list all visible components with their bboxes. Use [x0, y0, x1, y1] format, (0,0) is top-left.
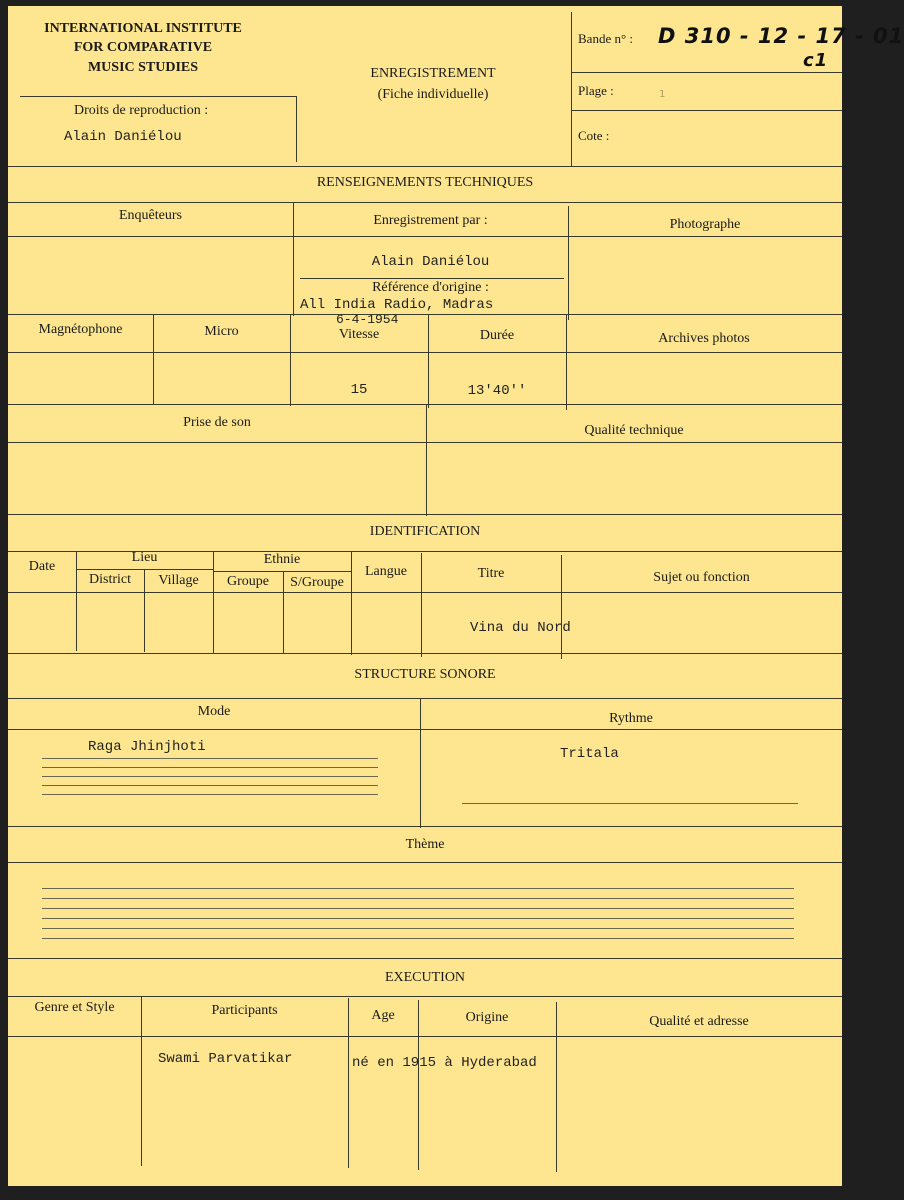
rule: [213, 571, 351, 572]
rule: [8, 514, 842, 515]
vitesse-value: 15: [350, 382, 368, 398]
rule: [568, 206, 569, 320]
lieu-label: Lieu: [131, 550, 158, 565]
rule: [42, 888, 794, 889]
rule: [426, 404, 427, 516]
rule: [8, 166, 842, 167]
rule: [300, 278, 564, 279]
mode-value: Raga Jhinjhoti: [88, 739, 206, 755]
card-title: ENREGISTREMENT: [370, 66, 496, 81]
rythme-value: Tritala: [560, 746, 619, 762]
rule: [348, 998, 349, 1168]
sujet-label: Sujet ou fonction: [653, 570, 750, 585]
participant-value: Swami Parvatikar: [158, 1051, 293, 1067]
card-subtitle: (Fiche individuelle): [377, 87, 489, 102]
cote-label: Cote :: [578, 128, 610, 143]
rule: [8, 314, 842, 315]
rule: [8, 404, 842, 405]
plage-value: 1: [659, 89, 666, 100]
sous-groupe-label: S/Groupe: [290, 575, 344, 590]
rule: [8, 862, 842, 863]
rule: [20, 96, 296, 97]
rule: [556, 1002, 557, 1172]
ethnie-label: Ethnie: [263, 552, 301, 567]
age-label: Age: [371, 1008, 395, 1023]
rule: [283, 571, 284, 654]
droits-label: Droits de reproduction :: [74, 103, 209, 118]
rule: [8, 442, 842, 443]
rule: [8, 996, 842, 997]
enqueteurs-label: Enquêteurs: [119, 208, 182, 223]
rule: [42, 776, 378, 777]
qualite-adresse-label: Qualité et adresse: [649, 1014, 749, 1029]
rule: [571, 12, 572, 166]
bande-suffix: c1: [803, 50, 829, 71]
rule: [421, 553, 422, 657]
micro-label: Micro: [204, 324, 239, 339]
rule: [213, 551, 214, 653]
rule: [571, 72, 842, 73]
reference-label: Référence d'origine :: [372, 280, 489, 295]
rule: [42, 785, 378, 786]
bande-value: D 310 - 12 - 17 - 01: [658, 24, 904, 48]
rule: [42, 898, 794, 899]
enregistrement-value: Alain Daniélou: [371, 254, 490, 270]
rule: [571, 110, 842, 111]
titre-label: Titre: [477, 566, 505, 581]
rule: [8, 958, 842, 959]
rythme-label: Rythme: [609, 711, 653, 726]
duree-label: Durée: [479, 328, 515, 343]
rule: [351, 551, 352, 655]
rule: [8, 202, 842, 203]
rule: [420, 698, 421, 828]
bande-label: Bande n° :: [578, 31, 634, 46]
theme-label: Thème: [405, 837, 445, 852]
rule: [42, 767, 378, 768]
rule: [561, 555, 562, 659]
rule: [42, 908, 794, 909]
rule: [141, 996, 142, 1166]
plage-label: Plage :: [578, 83, 614, 98]
mode-label: Mode: [197, 704, 231, 719]
langue-label: Langue: [365, 564, 407, 579]
droits-value: Alain Daniélou: [64, 129, 182, 145]
rule: [8, 729, 842, 730]
rule: [8, 1036, 842, 1037]
archives-label: Archives photos: [658, 331, 750, 346]
rule: [8, 592, 842, 593]
reference-value: All India Radio, Madras: [300, 297, 494, 313]
rule: [8, 698, 842, 699]
rule: [462, 803, 798, 804]
origine-label: Origine: [465, 1010, 509, 1025]
rule: [418, 1000, 419, 1170]
rule: [42, 918, 794, 919]
index-card: [8, 6, 904, 1186]
rule: [8, 352, 842, 353]
genre-label: Genre et Style: [34, 1000, 115, 1015]
photographe-label: Photographe: [669, 217, 741, 232]
vitesse-label: Vitesse: [338, 327, 380, 342]
origine-value: né en 1915 à Hyderabad: [352, 1055, 537, 1071]
magnetophone-label: Magnétophone: [38, 322, 123, 337]
section-technique: RENSEIGNEMENTS TECHNIQUES: [316, 175, 534, 190]
rule: [144, 569, 145, 652]
reference-date: 6-4-1954: [336, 312, 399, 327]
rule: [153, 314, 154, 404]
enregistrement-label: Enregistrement par :: [373, 213, 488, 228]
duree-value: 13'40'': [467, 383, 527, 399]
rule: [8, 653, 842, 654]
rule: [42, 928, 794, 929]
section-execution: EXECUTION: [384, 970, 466, 985]
rule: [8, 236, 842, 237]
institute-line-3: MUSIC STUDIES: [87, 60, 199, 75]
section-identification: IDENTIFICATION: [369, 524, 481, 539]
rule: [76, 551, 77, 651]
rule: [296, 96, 297, 162]
qualite-technique-label: Qualité technique: [584, 423, 684, 438]
village-label: Village: [158, 573, 199, 588]
rule: [42, 758, 378, 759]
institute-line-1: INTERNATIONAL INSTITUTE: [44, 21, 242, 36]
titre-value: Vina du Nord: [470, 620, 571, 636]
prise-de-son-label: Prise de son: [183, 415, 251, 430]
rule: [566, 314, 567, 410]
rule: [42, 938, 794, 939]
rule: [42, 794, 378, 795]
date-label: Date: [28, 559, 56, 574]
institute-line-2: FOR COMPARATIVE: [73, 40, 213, 55]
section-structure: STRUCTURE SONORE: [354, 667, 496, 682]
groupe-label: Groupe: [227, 574, 269, 589]
participants-label: Participants: [211, 1003, 278, 1018]
rule: [8, 826, 842, 827]
district-label: District: [89, 572, 131, 587]
